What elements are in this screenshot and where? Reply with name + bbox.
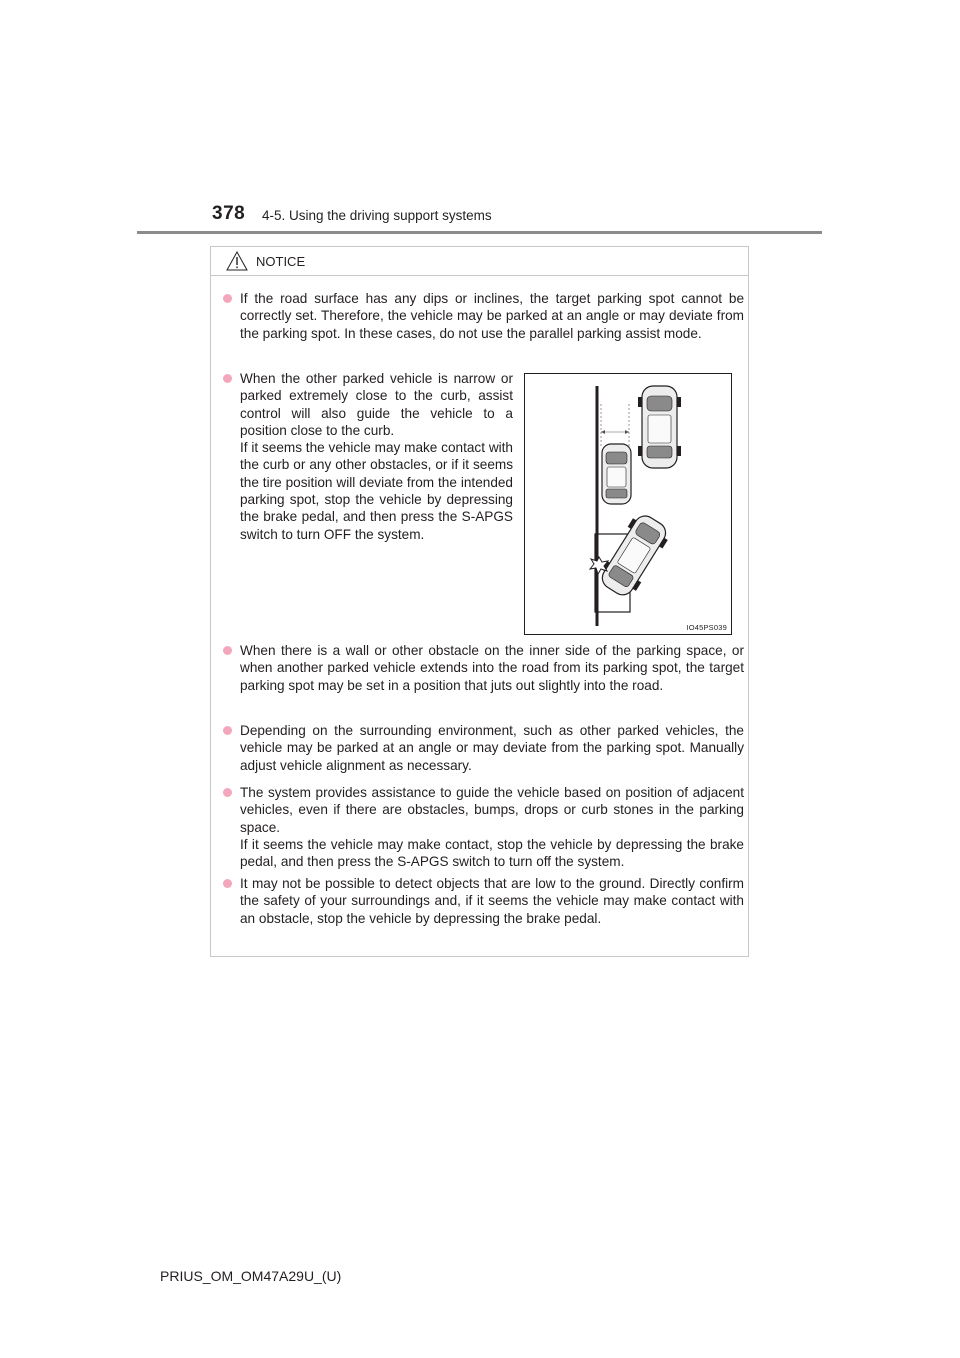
section-title: 4-5. Using the driving support systems [262,208,492,223]
page-number: 378 [212,203,246,224]
bullet-icon [223,374,232,383]
bullet-icon [223,788,232,797]
paragraph: If it seems the vehicle may make contact with the curb or any other obstacles, or if it seems the tire position will deviate from the intended parking spot, stop the vehicle by depressing the brake pedal, and then press the S-APGS switch to turn OFF the system. [240,440,513,542]
bullet-icon [223,646,232,655]
notice-item-text [240,722,744,774]
notice-item-text [240,370,513,543]
figure-code: IO45PS039 [686,623,727,632]
notice-item [223,875,744,927]
notice-item [223,722,744,774]
paragraph: It may not be possible to detect objects that are low to the ground. Directly confirm the safety of your surroundings and, if it seems the vehicle may make contact with an obstacle, stop the vehicle by depressing the brake pedal. [240,876,744,926]
warning-triangle-icon [226,251,248,271]
notice-header [211,247,748,276]
paragraph: Depending on the surrounding environment, such as other parked vehicles, the vehicle may be parked at an angle or may deviate from the parking spot. Manually adjust vehicle alignment as necessary. [240,723,744,773]
notice-item [223,290,744,342]
notice-item-text [240,290,744,342]
notice-item [223,642,744,694]
paragraph: If the road surface has any dips or inclines, the target parking spot cannot be correctly set. Therefore, the vehicle may be parked at an angle or may deviate from the parking spot. In these cases, do not use the parallel parking assist mode. [240,291,744,341]
notice-item [223,784,744,870]
paragraph: When there is a wall or other obstacle on the inner side of the parking space, or when another parked vehicle extends into the road from its parking spot, the target parking spot may be set in a position that juts out slightly into the road. [240,643,744,693]
notice-label: NOTICE [256,254,306,269]
bullet-icon [223,294,232,303]
paragraph: When the other parked vehicle is narrow or parked extremely close to the curb, assist control will also guide the vehicle to a position close to the curb. [240,371,513,438]
bullet-icon [223,879,232,888]
parking-illustration [525,374,731,634]
notice-item-text [240,875,744,927]
notice-box [210,246,749,957]
notice-item-text [240,784,744,870]
notice-item [223,370,513,543]
header-rule [137,231,822,234]
paragraph: The system provides assistance to guide the vehicle based on position of adjacent vehicles, even if there are obstacles, bumps, drops or curb stones in the parking space. [240,785,744,835]
document-id: PRIUS_OM_OM47A29U_(U) [160,1268,342,1284]
parking-diagram [524,373,732,635]
notice-item-text [240,642,744,694]
paragraph: If it seems the vehicle may make contact, stop the vehicle by depressing the brake pedal, and then press the S-APGS switch to turn off the system. [240,836,744,870]
bullet-icon [223,726,232,735]
